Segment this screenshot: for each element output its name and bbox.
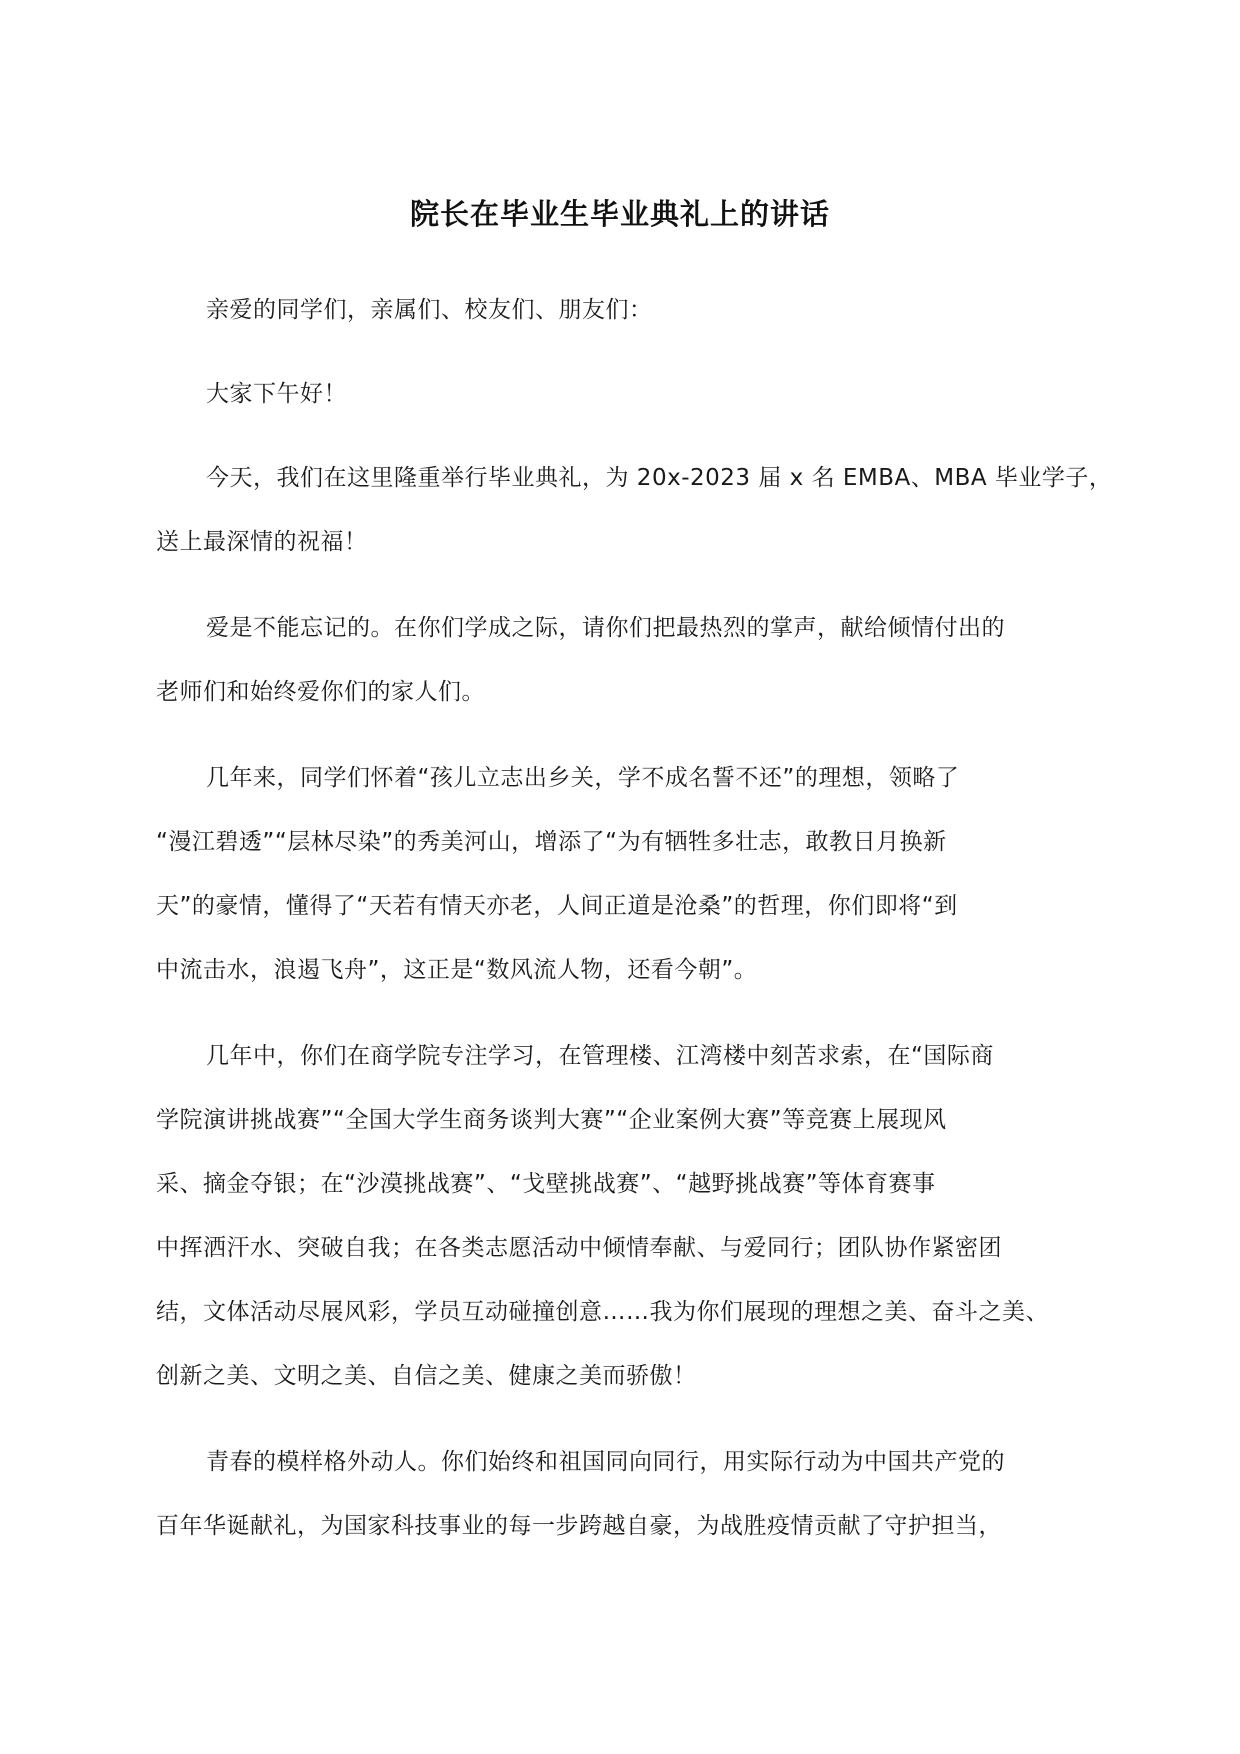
paragraph-line: 爱是不能忘记的。在你们学成之际，请你们把最热烈的掌声，献给倾情付出的 xyxy=(206,615,1005,641)
paragraph-line: “漫江碧透”“层林尽染”的秀美河山，增添了“为有牺牲多壮志，敢教日月换新 xyxy=(156,829,947,855)
paragraph-line: 几年来，同学们怀着“孩儿立志出乡关，学不成名誓不还”的理想，领略了 xyxy=(206,765,960,791)
paragraph-line: 中流击水，浪遏飞舟”，这正是“数风流人物，还看今朝”。 xyxy=(156,957,758,983)
paragraph-line: 结，文体活动尽展风彩，学员互动碰撞创意……我为你们展现的理想之美、奋斗之美、 xyxy=(156,1299,1049,1325)
paragraph-years xyxy=(156,746,1088,1002)
paragraph-line: 青春的模样格外动人。你们始终和祖国同向同行，用实际行动为中国共产党的 xyxy=(206,1449,1005,1475)
paragraph-greeting xyxy=(156,362,1088,426)
document-title: 院长在毕业生毕业典礼上的讲话 xyxy=(409,197,830,231)
paragraph-line: 亲爱的同学们，亲属们、校友们、朋友们： xyxy=(206,297,653,323)
paragraph-line: 中挥洒汗水、突破自我；在各类志愿活动中倾情奉献、与爱同行；团队协作紧密团 xyxy=(156,1235,1002,1261)
paragraph-salutation xyxy=(156,278,1088,342)
paragraph-line: 送上最深情的祝福！ xyxy=(156,529,368,555)
paragraph-youth xyxy=(156,1430,1088,1558)
paragraph-line: 采、摘金夺银；在“沙漠挑战赛”、“戈壁挑战赛”、“越野挑战赛”等体育赛事 xyxy=(156,1171,936,1197)
paragraph-achievements xyxy=(156,1024,1088,1408)
paragraph-line: 老师们和始终爱你们的家人们。 xyxy=(156,679,485,705)
paragraph-line: 百年华诞献礼，为国家科技事业的每一步跨越自豪，为战胜疫情贡献了守护担当， xyxy=(156,1513,1002,1539)
document-body xyxy=(156,278,1113,1580)
paragraph-gratitude xyxy=(156,596,1088,724)
paragraph-line: 大家下午好！ xyxy=(206,381,347,407)
paragraph-opening xyxy=(156,446,1113,574)
paragraph-line: 创新之美、文明之美、自信之美、健康之美而骄傲！ xyxy=(156,1363,697,1389)
paragraph-line: 天”的豪情，懂得了“天若有情天亦老，人间正道是沧桑”的哲理，你们即将“到 xyxy=(156,893,958,919)
paragraph-line: 今天，我们在这里隆重举行毕业典礼，为 20x-2023 届 x 名 EMBA、MBA 毕业学子， xyxy=(206,465,1113,491)
paragraph-line: 学院演讲挑战赛”“全国大学生商务谈判大赛”“企业案例大赛”等竞赛上展现风 xyxy=(156,1107,947,1133)
paragraph-line: 几年中，你们在商学院专注学习，在管理楼、江湾楼中刻苦求索，在“国际商 xyxy=(206,1043,994,1069)
